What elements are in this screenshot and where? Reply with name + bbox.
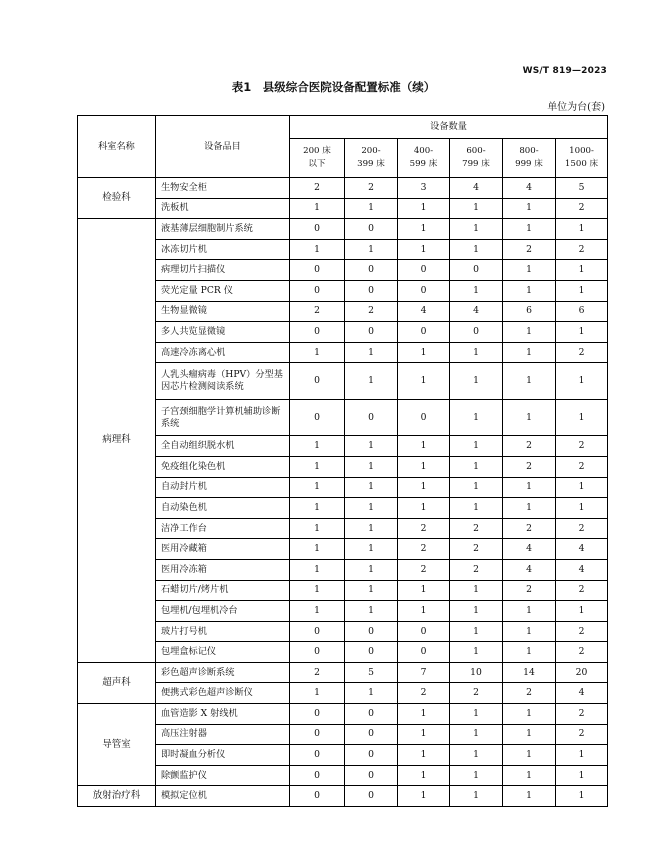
quantity-cell: 0 [290,765,345,786]
quantity-cell: 0 [450,260,503,281]
quantity-cell: 1 [450,363,503,400]
quantity-cell: 1 [398,601,450,622]
quantity-cell: 5 [556,178,608,199]
quantity-cell: 2 [556,642,608,663]
quantity-cell: 1 [450,704,503,725]
quantity-cell: 1 [556,786,608,807]
quantity-cell: 1 [345,342,398,363]
quantity-cell: 2 [556,724,608,745]
quantity-cell: 1 [398,342,450,363]
quantity-cell: 1 [398,745,450,766]
quantity-cell: 1 [503,198,556,219]
quantity-cell: 1 [450,239,503,260]
quantity-cell: 0 [398,322,450,343]
header-beds-5: 1000- 1500 床 [556,139,608,178]
quantity-cell: 1 [503,642,556,663]
item-name: 便携式彩色超声诊断仪 [156,683,290,704]
item-name: 即时凝血分析仪 [156,745,290,766]
quantity-cell: 1 [450,342,503,363]
equipment-table [77,115,608,807]
table-row [78,662,608,683]
quantity-cell: 20 [556,662,608,683]
quantity-cell: 1 [290,498,345,519]
quantity-cell: 5 [345,662,398,683]
table-row [78,280,608,301]
quantity-cell: 1 [450,219,503,240]
quantity-cell: 0 [345,219,398,240]
quantity-cell: 1 [398,239,450,260]
item-name: 高速冷冻离心机 [156,342,290,363]
quantity-cell: 1 [503,621,556,642]
item-name: 子宫颈细胞学计算机辅助诊断系统 [156,399,290,436]
quantity-cell: 0 [398,621,450,642]
item-name: 血管造影 X 射线机 [156,704,290,725]
quantity-cell: 1 [503,601,556,622]
header-quantity: 设备数量 [290,116,608,139]
quantity-cell: 1 [556,399,608,436]
quantity-cell: 2 [556,198,608,219]
quantity-cell: 1 [345,436,398,457]
table-row [78,239,608,260]
quantity-cell: 1 [450,498,503,519]
quantity-cell: 1 [290,601,345,622]
dept-name: 检验科 [78,178,156,219]
header-item: 设备品目 [156,116,290,178]
quantity-cell: 0 [290,219,345,240]
quantity-cell: 1 [556,219,608,240]
quantity-cell: 0 [290,704,345,725]
quantity-cell: 0 [290,724,345,745]
quantity-cell: 2 [556,456,608,477]
quantity-cell: 2 [503,683,556,704]
table-row [78,260,608,281]
quantity-cell: 1 [503,724,556,745]
table-row [78,399,608,436]
quantity-cell: 0 [345,621,398,642]
table-row [78,456,608,477]
quantity-cell: 1 [503,745,556,766]
quantity-cell: 0 [345,260,398,281]
quantity-cell: 1 [450,280,503,301]
quantity-cell: 1 [290,539,345,560]
item-name: 玻片打号机 [156,621,290,642]
quantity-cell: 1 [398,456,450,477]
quantity-cell: 0 [345,642,398,663]
item-name: 病理切片扫描仪 [156,260,290,281]
quantity-cell: 2 [398,683,450,704]
quantity-cell: 0 [290,260,345,281]
quantity-cell: 1 [345,477,398,498]
table-row [78,477,608,498]
quantity-cell: 1 [398,724,450,745]
quantity-cell: 1 [345,601,398,622]
quantity-cell: 1 [345,239,398,260]
quantity-cell: 1 [503,765,556,786]
quantity-cell: 4 [398,301,450,322]
quantity-cell: 1 [503,704,556,725]
quantity-cell: 1 [556,498,608,519]
quantity-cell: 1 [503,322,556,343]
table-row [78,621,608,642]
quantity-cell: 0 [290,621,345,642]
quantity-cell: 1 [290,342,345,363]
table-body [78,178,608,807]
quantity-cell: 0 [345,745,398,766]
quantity-cell: 2 [398,539,450,560]
item-name: 彩色超声诊断系统 [156,662,290,683]
header-beds-2: 400- 599 床 [398,139,450,178]
quantity-cell: 1 [450,642,503,663]
quantity-cell: 1 [556,260,608,281]
table-row [78,559,608,580]
quantity-cell: 2 [290,662,345,683]
quantity-cell: 1 [450,399,503,436]
quantity-cell: 0 [290,322,345,343]
table-row [78,745,608,766]
table-row [78,601,608,622]
quantity-cell: 1 [290,436,345,457]
quantity-cell: 1 [398,498,450,519]
quantity-cell: 1 [345,498,398,519]
quantity-cell: 2 [556,239,608,260]
quantity-cell: 1 [398,219,450,240]
item-name: 人乳头瘤病毒（HPV）分型基因芯片检测阅读系统 [156,363,290,400]
quantity-cell: 2 [556,621,608,642]
quantity-cell: 2 [503,436,556,457]
item-name: 包埋机/包埋机冷台 [156,601,290,622]
quantity-cell: 7 [398,662,450,683]
quantity-cell: 1 [290,580,345,601]
quantity-cell: 1 [398,363,450,400]
quantity-cell: 1 [345,363,398,400]
dept-name: 超声科 [78,662,156,703]
quantity-cell: 1 [450,580,503,601]
quantity-cell: 1 [450,477,503,498]
quantity-cell: 2 [398,559,450,580]
quantity-cell: 1 [503,363,556,400]
quantity-cell: 2 [503,580,556,601]
quantity-cell: 1 [398,580,450,601]
quantity-cell: 0 [290,363,345,400]
table-row [78,219,608,240]
quantity-cell: 0 [345,786,398,807]
quantity-cell: 4 [556,683,608,704]
quantity-cell: 4 [503,539,556,560]
quantity-cell: 2 [556,518,608,539]
quantity-cell: 0 [398,260,450,281]
quantity-cell: 1 [290,198,345,219]
quantity-cell: 2 [450,518,503,539]
unit-label: 单位为台(套) [547,102,605,113]
quantity-cell: 4 [556,559,608,580]
quantity-cell: 1 [345,580,398,601]
table-row [78,765,608,786]
quantity-cell: 1 [450,765,503,786]
quantity-cell: 2 [398,518,450,539]
quantity-cell: 0 [345,322,398,343]
quantity-cell: 1 [450,198,503,219]
quantity-cell: 1 [556,280,608,301]
item-name: 模拟定位机 [156,786,290,807]
quantity-cell: 1 [290,559,345,580]
quantity-cell: 2 [503,239,556,260]
table-row [78,724,608,745]
quantity-cell: 0 [398,280,450,301]
quantity-cell: 0 [345,280,398,301]
standard-code: WS/T 819—2023 [522,66,607,76]
table-row [78,342,608,363]
item-name: 医用冷藏箱 [156,539,290,560]
quantity-cell: 1 [503,786,556,807]
quantity-cell: 0 [290,642,345,663]
quantity-cell: 1 [503,498,556,519]
table-row [78,178,608,199]
quantity-cell: 0 [398,399,450,436]
quantity-cell: 2 [556,580,608,601]
quantity-cell: 6 [503,301,556,322]
table-row [78,363,608,400]
quantity-cell: 1 [503,219,556,240]
table-row [78,301,608,322]
header-beds-3: 600- 799 床 [450,139,503,178]
quantity-cell: 1 [503,399,556,436]
table-row [78,580,608,601]
quantity-cell: 1 [290,683,345,704]
quantity-cell: 2 [345,301,398,322]
table-title: 表1 县级综合医院设备配置标准（续） [231,80,436,94]
item-name: 生物显微镜 [156,301,290,322]
item-name: 石蜡切片/烤片机 [156,580,290,601]
item-name: 冰冻切片机 [156,239,290,260]
quantity-cell: 0 [345,704,398,725]
quantity-cell: 0 [345,724,398,745]
quantity-cell: 1 [556,745,608,766]
quantity-cell: 2 [345,178,398,199]
quantity-cell: 2 [503,518,556,539]
table-row [78,498,608,519]
quantity-cell: 1 [503,342,556,363]
quantity-cell: 2 [450,539,503,560]
dept-name: 病理科 [78,219,156,663]
item-name: 生物安全柜 [156,178,290,199]
quantity-cell: 1 [450,601,503,622]
quantity-cell: 0 [290,399,345,436]
quantity-cell: 1 [290,456,345,477]
quantity-cell: 3 [398,178,450,199]
quantity-cell: 1 [503,260,556,281]
quantity-cell: 1 [345,559,398,580]
item-name: 除颤监护仪 [156,765,290,786]
table-row [78,704,608,725]
quantity-cell: 1 [556,363,608,400]
quantity-cell: 2 [290,178,345,199]
item-name: 洗板机 [156,198,290,219]
quantity-cell: 1 [290,477,345,498]
table-row [78,786,608,807]
quantity-cell: 1 [556,322,608,343]
quantity-cell: 1 [503,280,556,301]
quantity-cell: 1 [450,436,503,457]
quantity-cell: 1 [345,518,398,539]
quantity-cell: 1 [450,621,503,642]
quantity-cell: 1 [450,745,503,766]
quantity-cell: 1 [345,456,398,477]
quantity-cell: 0 [345,399,398,436]
quantity-cell: 10 [450,662,503,683]
quantity-cell: 1 [398,765,450,786]
quantity-cell: 4 [450,178,503,199]
quantity-cell: 1 [450,786,503,807]
header-beds-4: 800- 999 床 [503,139,556,178]
quantity-cell: 2 [556,704,608,725]
quantity-cell: 2 [556,342,608,363]
quantity-cell: 0 [398,642,450,663]
table-row [78,198,608,219]
quantity-cell: 14 [503,662,556,683]
header-dept: 科室名称 [78,116,156,178]
quantity-cell: 2 [290,301,345,322]
item-name: 多人共览显微镜 [156,322,290,343]
quantity-cell: 1 [556,601,608,622]
item-name: 免疫组化染色机 [156,456,290,477]
item-name: 全自动组织脱水机 [156,436,290,457]
table-row [78,322,608,343]
item-name: 自动染色机 [156,498,290,519]
quantity-cell: 4 [556,539,608,560]
item-name: 包埋盒标记仪 [156,642,290,663]
quantity-cell: 1 [450,724,503,745]
quantity-cell: 2 [503,456,556,477]
table-row [78,436,608,457]
dept-name: 放射治疗科 [78,786,156,807]
quantity-cell: 2 [450,683,503,704]
quantity-cell: 1 [290,239,345,260]
quantity-cell: 2 [450,559,503,580]
quantity-cell: 0 [290,745,345,766]
item-name: 自动封片机 [156,477,290,498]
quantity-cell: 1 [450,456,503,477]
quantity-cell: 1 [290,518,345,539]
quantity-cell: 1 [398,477,450,498]
item-name: 高压注射器 [156,724,290,745]
quantity-cell: 4 [450,301,503,322]
table-row [78,518,608,539]
dept-name: 导管室 [78,704,156,786]
item-name: 洁净工作台 [156,518,290,539]
quantity-cell: 1 [556,765,608,786]
item-name: 荧光定量 PCR 仪 [156,280,290,301]
quantity-cell: 2 [556,436,608,457]
item-name: 液基薄层细胞制片系统 [156,219,290,240]
quantity-cell: 0 [290,280,345,301]
quantity-cell: 1 [345,683,398,704]
quantity-cell: 1 [398,436,450,457]
quantity-cell: 0 [345,765,398,786]
quantity-cell: 1 [345,198,398,219]
table-row [78,642,608,663]
header-beds-0: 200 床 以下 [290,139,345,178]
quantity-cell: 1 [398,786,450,807]
quantity-cell: 0 [290,786,345,807]
quantity-cell: 1 [503,477,556,498]
header-beds-1: 200- 399 床 [345,139,398,178]
table-row [78,683,608,704]
quantity-cell: 1 [398,198,450,219]
item-name: 医用冷冻箱 [156,559,290,580]
quantity-cell: 4 [503,178,556,199]
quantity-cell: 6 [556,301,608,322]
quantity-cell: 1 [345,539,398,560]
quantity-cell: 0 [450,322,503,343]
quantity-cell: 4 [503,559,556,580]
quantity-cell: 1 [398,704,450,725]
table-row [78,539,608,560]
quantity-cell: 1 [556,477,608,498]
